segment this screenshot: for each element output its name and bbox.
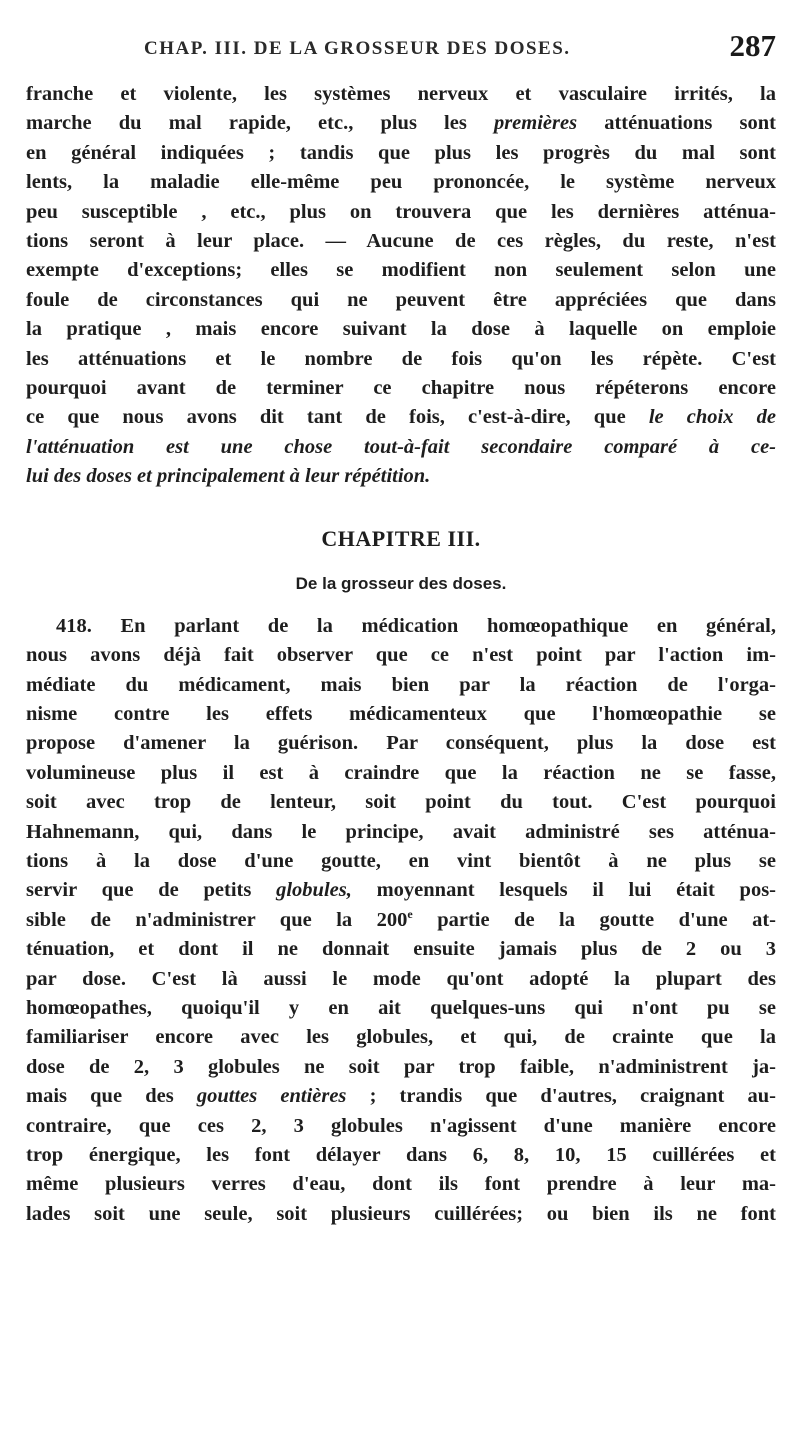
text-line: franche et violente, les systèmes nerveux et vasculaire irrités, la xyxy=(26,83,776,105)
text-line: soit avec trop de lenteur, soit point du tout. C'est pourquoi xyxy=(26,791,776,814)
text-line: propose d'amener la guérison. Par conséquent, plus la dose est xyxy=(26,732,776,755)
text-line: en général indiquées ; tandis que plus les progrès du mal sont xyxy=(26,141,776,164)
text-line: homœopathes, quoiqu'il y en ait quelques-uns qui n'ont pu se xyxy=(26,996,776,1019)
text-line: foule de circonstances qui ne peuvent être appréciées que dans xyxy=(26,288,776,311)
text-line-end: atténuations sont xyxy=(577,112,776,135)
text-line: 418. En parlant de la médication homœopathique en général, xyxy=(56,614,776,637)
text-line: lents, la maladie elle-même peu prononcée, le système nerveux xyxy=(26,171,776,194)
chapter-heading: CHAPITRE III. xyxy=(321,525,481,551)
text-line xyxy=(26,403,776,432)
text-line-start: servir que de petits xyxy=(26,879,277,902)
text-line: pourquoi avant de terminer ce chapitre nous répéterons encore xyxy=(26,377,776,400)
text-line: contraire, que ces 2, 3 globules n'agissent d'une manière encore xyxy=(26,1114,776,1137)
text-line xyxy=(26,1082,776,1111)
text-line: familiariser encore avec les globules, et qui, de crainte que la xyxy=(26,1026,776,1049)
emphasis-premieres: premières xyxy=(493,112,578,135)
text-line: Hahnemann, qui, dans le principe, avait administré ses atténua- xyxy=(26,820,776,843)
running-title: CHAP. III. DE LA GROSSEUR DES DOSES. xyxy=(144,38,571,59)
text-line: par dose. C'est là aussi le mode qu'ont adopté la plupart des xyxy=(26,967,776,990)
text-line: volumineuse plus il est à craindre que la réaction ne se fasse, xyxy=(26,761,776,784)
text-line-start: sible de n'administrer que la 200 xyxy=(26,908,408,931)
text-line: même plusieurs verres d'eau, dont ils font prendre à leur ma- xyxy=(26,1173,776,1196)
text-line-emphasis: lui des doses et principalement à leur répétition. xyxy=(26,465,431,488)
text-line-start: ce que nous avons dit tant de fois, c'est-à-dire, que xyxy=(26,406,649,429)
text-line-end: moyennant lesquels il lui était pos- xyxy=(351,879,776,902)
text-line: la pratique , mais encore suivant la dose à laquelle on emploie xyxy=(26,318,776,341)
text-line-start: marche du mal rapide, etc., plus les xyxy=(26,112,494,135)
text-line xyxy=(26,906,776,935)
text-line: médiate du médicament, mais bien par la réaction de l'orga- xyxy=(26,673,776,696)
emphasis-globules: globules, xyxy=(276,879,352,902)
paragraph-418 xyxy=(26,612,776,1230)
text-line: les atténuations et le nombre de fois qu'on les répète. C'est xyxy=(26,347,776,370)
running-header xyxy=(26,28,776,80)
text-line: nous avons déjà fait observer que ce n'est point par l'action im- xyxy=(26,644,776,667)
text-line: tions seront à leur place. — Aucune de ces règles, du reste, n'est xyxy=(26,230,776,253)
superscript-e: e xyxy=(407,906,413,921)
text-line: peu susceptible , etc., plus on trouvera que les dernières atténua- xyxy=(26,200,776,223)
text-line: lades soit une seule, soit plusieurs cuillérées; ou bien ils ne font xyxy=(26,1202,776,1225)
text-line: ténuation, et dont il ne donnait ensuite jamais plus de 2 ou 3 xyxy=(26,938,776,961)
text-line: exempte d'exceptions; elles se modifient non seulement selon une xyxy=(26,259,776,282)
text-line: tions à la dose d'une goutte, en vint bientôt à ne plus se xyxy=(26,849,776,872)
emphasis-gouttes: gouttes entières xyxy=(196,1085,347,1108)
text-line xyxy=(26,876,776,905)
text-line: nisme contre les effets médicamenteux que l'homœopathie se xyxy=(26,702,776,725)
text-line-start: mais que des xyxy=(26,1085,197,1108)
page-number: 287 xyxy=(729,28,776,63)
paragraph-continued xyxy=(26,80,776,492)
text-line: dose de 2, 3 globules ne soit par trop faible, n'administrent ja- xyxy=(26,1055,776,1078)
chapter-subtitle: De la grosseur des doses. xyxy=(295,573,507,593)
emphasis-choix: le choix de xyxy=(648,406,776,429)
text-line-end: partie de la goutte d'une at- xyxy=(412,908,776,931)
text-line-end: ; trandis que d'autres, craignant au- xyxy=(346,1085,776,1108)
text-line: trop énergique, les font délayer dans 6, 8, 10, 15 cuillérées et xyxy=(26,1144,776,1166)
text-line-emphasis: l'atténuation est une chose tout-à-fait secondaire comparé à ce- xyxy=(26,435,776,458)
book-page xyxy=(26,28,776,1229)
text-line xyxy=(26,109,776,138)
